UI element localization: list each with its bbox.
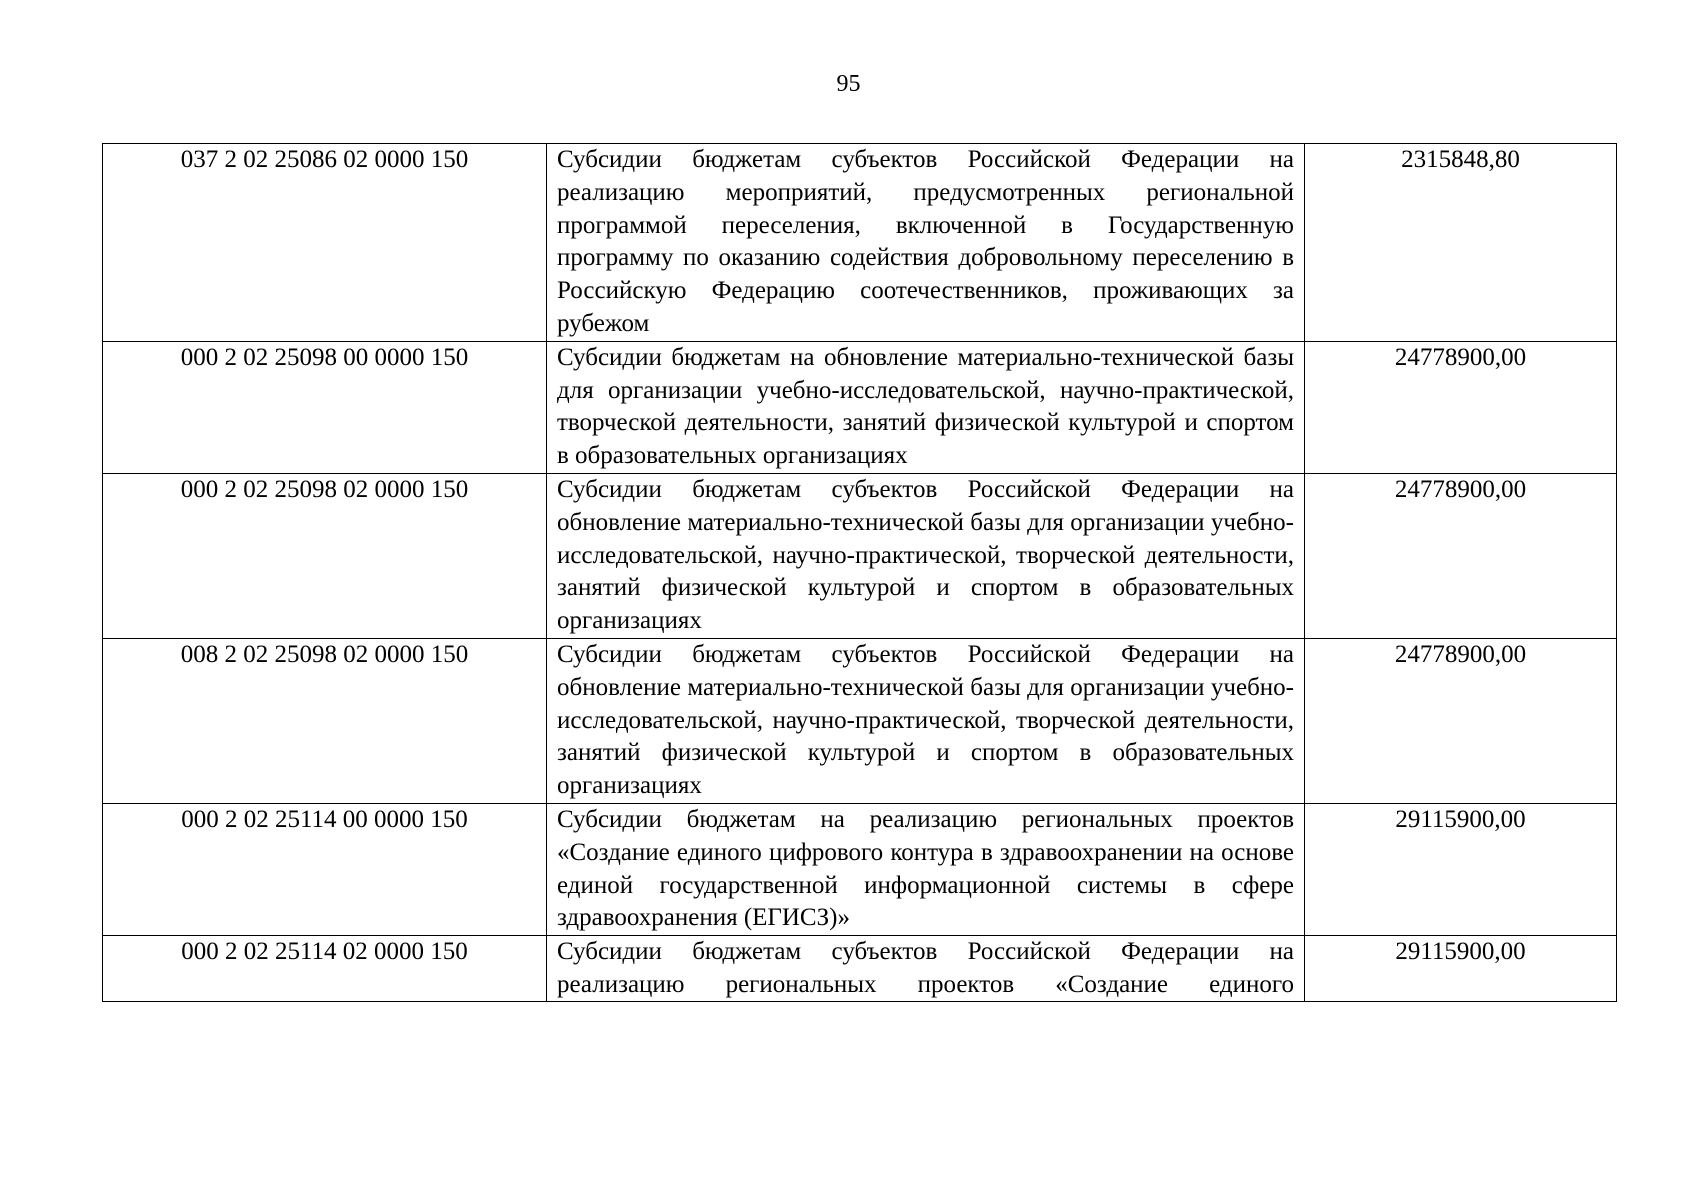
table-row [103,341,1617,473]
budget-code-cell: 000 2 02 25098 00 0000 150 [103,341,547,473]
amount-cell: 24778900,00 [1305,638,1617,803]
table-row [103,638,1617,803]
table-row [103,144,1617,342]
budget-code-cell: 037 2 02 25086 02 0000 150 [103,144,547,342]
amount-cell: 24778900,00 [1305,341,1617,473]
table-row [103,803,1617,935]
revenue-name-cell: Субсидии бюджетам субъектов Российской Федерации на обновление материально-технической базы для организации учебно-исследовательской, научно-практической, творческой деятельности, занятий физической культурой и спортом в образовательных организациях [547,638,1305,803]
revenue-name-cell: Субсидии бюджетам субъектов Российской Федерации на обновление материально-технической базы для организации учебно-исследовательской, научно-практической, творческой деятельности, занятий физической культурой и спортом в образовательных организациях [547,473,1305,638]
budget-code-cell: 000 2 02 25098 02 0000 150 [103,473,547,638]
revenue-name-cell: Субсидии бюджетам на обновление материально-технической базы для организации учебно-исследовательской, научно-практической, творческой деятельности, занятий физической культурой и спортом в образовательных организациях [547,341,1305,473]
amount-cell: 24778900,00 [1305,473,1617,638]
table-row [103,473,1617,638]
revenue-name-cell: Субсидии бюджетам субъектов Российской Федерации на реализацию мероприятий, предусмотренных региональной программой переселения, включенной в Государственную программу по оказанию содействия добровольному переселению в Российскую Федерацию соотечественников, проживающих за рубежом [547,144,1305,342]
table-row [103,936,1617,1002]
revenue-name-text: Субсидии бюджетам субъектов Российской Федерации на реализацию региональных проектов «Создание единого [557,938,1294,998]
budget-code-cell: 000 2 02 25114 02 0000 150 [103,936,547,1002]
amount-cell: 29115900,00 [1305,803,1617,935]
amount-cell: 2315848,80 [1305,144,1617,342]
revenue-name-cell [547,936,1305,1002]
budget-code-cell: 008 2 02 25098 02 0000 150 [103,638,547,803]
budget-revenue-table [102,143,1617,1002]
budget-code-cell: 000 2 02 25114 00 0000 150 [103,803,547,935]
amount-cell: 29115900,00 [1305,936,1617,1002]
revenue-name-cell: Субсидии бюджетам на реализацию региональных проектов «Создание единого цифрового контура в здравоохранении на основе единой государственной информационной системы в сфере здравоохранения (ЕГИСЗ)» [547,803,1305,935]
page-number: 95 [836,71,861,97]
revenue-name-continued [557,936,1294,1001]
